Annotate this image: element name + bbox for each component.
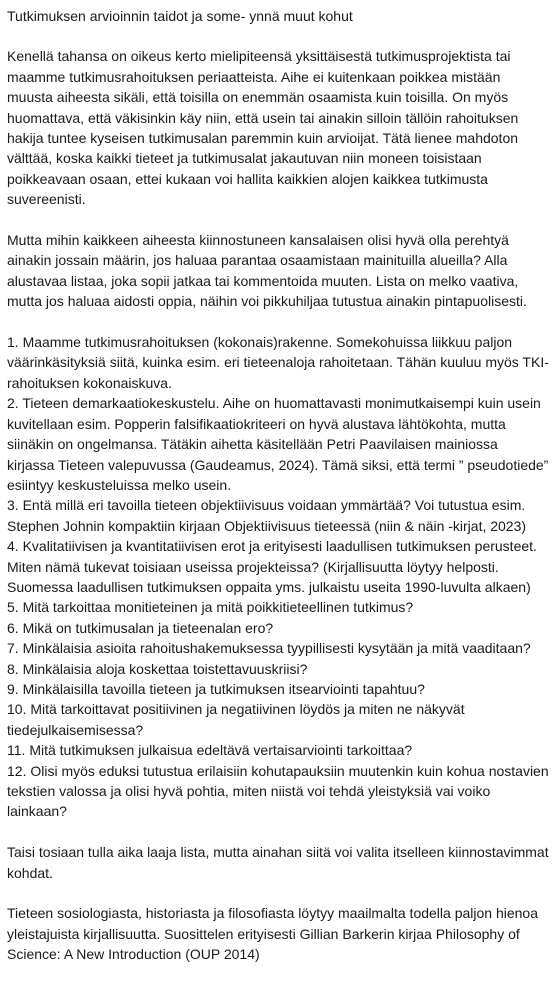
intro-paragraph: Kenellä tahansa on oikeus kerto mielipiteensä yksittäisestä tutkimusprojektista tai maamme tutkimusrahoituksen periaatteista. Aihe ei kuitenkaan poikkea mistään muusta aiheesta sikäli, että toisilla on enemmän osaamista kuin toisilla. On myös huomattava, että väkisinkin käy niin, että usein tai ainakin silloin tällöin rahoituksen hakija tuntee kyseisen tutkimusalan paremmin kuin arvioijat. Tätä lienee mahdoton välttää, koska kaikki tieteet ja tutkimusalat jakautuvan niin moneen toisistaan poikkeavaan osaan, ettei kukaan voi hallita kaikkien alojen kaikkea tutkimusta suvereenisti. bbox=[7, 48, 519, 208]
list-item: 8. Minkälaisia aloja koskettaa toistettavuuskriisi? bbox=[7, 660, 308, 677]
list-item: 6. Mikä on tutkimusalan ja tieteenalan ero? bbox=[7, 619, 274, 636]
list-item: 7. Minkälaisia asioita rahoitushakemuksessa tyypillisesti kysytään ja mitä vaaditaan? bbox=[7, 640, 531, 657]
summary-paragraph: Taisi tosiaan tulla aika laaja lista, mutta ainahan siitä voi valita itselleen kiinnostavimmat kohdat. bbox=[7, 844, 549, 881]
list-intro-paragraph: Mutta mihin kaikkeen aiheesta kiinnostuneen kansalaisen olisi hyvä olla perehtyä ainakin jossain määrin, jos haluaa parantaa osaamistaan mainituilla alueilla? Alla alustavaa listaa, joka sopii jatkaa tai kommentoida muuten. Lista on melko vaativa, mutta jos haluaa aidosti oppia, näihin voi pikkuhiljaa tutustua ainakin pintapuolisesti. bbox=[7, 232, 527, 310]
list-item: 11. Mitä tutkimuksen julkaisua edeltävä vertaisarviointi tarkoittaa? bbox=[7, 742, 413, 759]
list-item: 4. Kvalitatiivisen ja kvantitatiivisen erot ja erityisesti laadullisen tutkimuksen perusteet. Miten nämä tukevat toisiaan useissa projekteissa? (Kirjallisuutta löytyy helposti. Suomessa laadullisen tutkimuksen oppaita yms. julkaistu useita 1990-luvulta alkaen) bbox=[7, 538, 537, 595]
list-item: 3. Entä millä eri tavoilla tieteen objektiivisuus voidaan ymmärtää? Voi tutustua esim. Stephen Johnin kompaktiin kirjaan Objektiivisuus tieteessä (niin & näin -kirjat, 2023) bbox=[7, 497, 527, 534]
topic-list bbox=[7, 332, 549, 822]
recommendation-paragraph: Tieteen sosiologiasta, historiasta ja filosofiasta löytyy maailmalta todella paljon hienoa yleistajuista kirjallisuutta. Suosittelen erityisesti Gillian Barkerin kirjaa Philosophy of Science: A New Introduction (OUP 2014) bbox=[7, 905, 538, 963]
list-item: 5. Mitä tarkoittaa monitieteinen ja mitä poikkitieteellinen tutkimus? bbox=[7, 599, 414, 616]
list-item: 2. Tieteen demarkaatiokeskustelu. Aihe on huomattavasti monimutkaisempi kuin usein kuvitellaan esim. Popperin falsifikaatiokriteeri on hyvä alustava lähtökohta, mutta siinäkin on ongelmansa. Tätäkin aihetta käsitellään Petri Paavilaisen mainiossa kirjassa Tieteen valepuvussa (Gaudeamus, 2024). Tämä siksi, että termi ” pseudotiede” esiintyy keskusteluissa melko usein. bbox=[7, 395, 549, 493]
list-item: 1. Maamme tutkimusrahoituksen (kokonais)rakenne. Somekohuissa liikkuu paljon väärinkäsityksiä siitä, kuinka esim. eri tieteenaloja rahoitetaan. Tähän kuuluu myös TKI-rahoituksen kokonaiskuva. bbox=[7, 334, 549, 391]
list-item: 10. Mitä tarkoittavat positiivinen ja negatiivinen löydös ja miten ne näkyvät tiedejulkaisemisessa? bbox=[7, 701, 465, 738]
document-title: Tutkimuksen arvioinnin taidot ja some- ynnä muut kohut bbox=[7, 8, 353, 24]
list-item: 9. Minkälaisilla tavoilla tieteen ja tutkimuksen itsearviointi tapahtuu? bbox=[7, 680, 425, 697]
list-item: 12. Olisi myös eduksi tutustua erilaisiin kohutapauksiin muutenkin kuin kohua nostavien tekstien valossa ja olisi hyvä pohtia, miten niistä voi tehdä yleistyksiä vai voiko lainkaan? bbox=[7, 762, 549, 820]
